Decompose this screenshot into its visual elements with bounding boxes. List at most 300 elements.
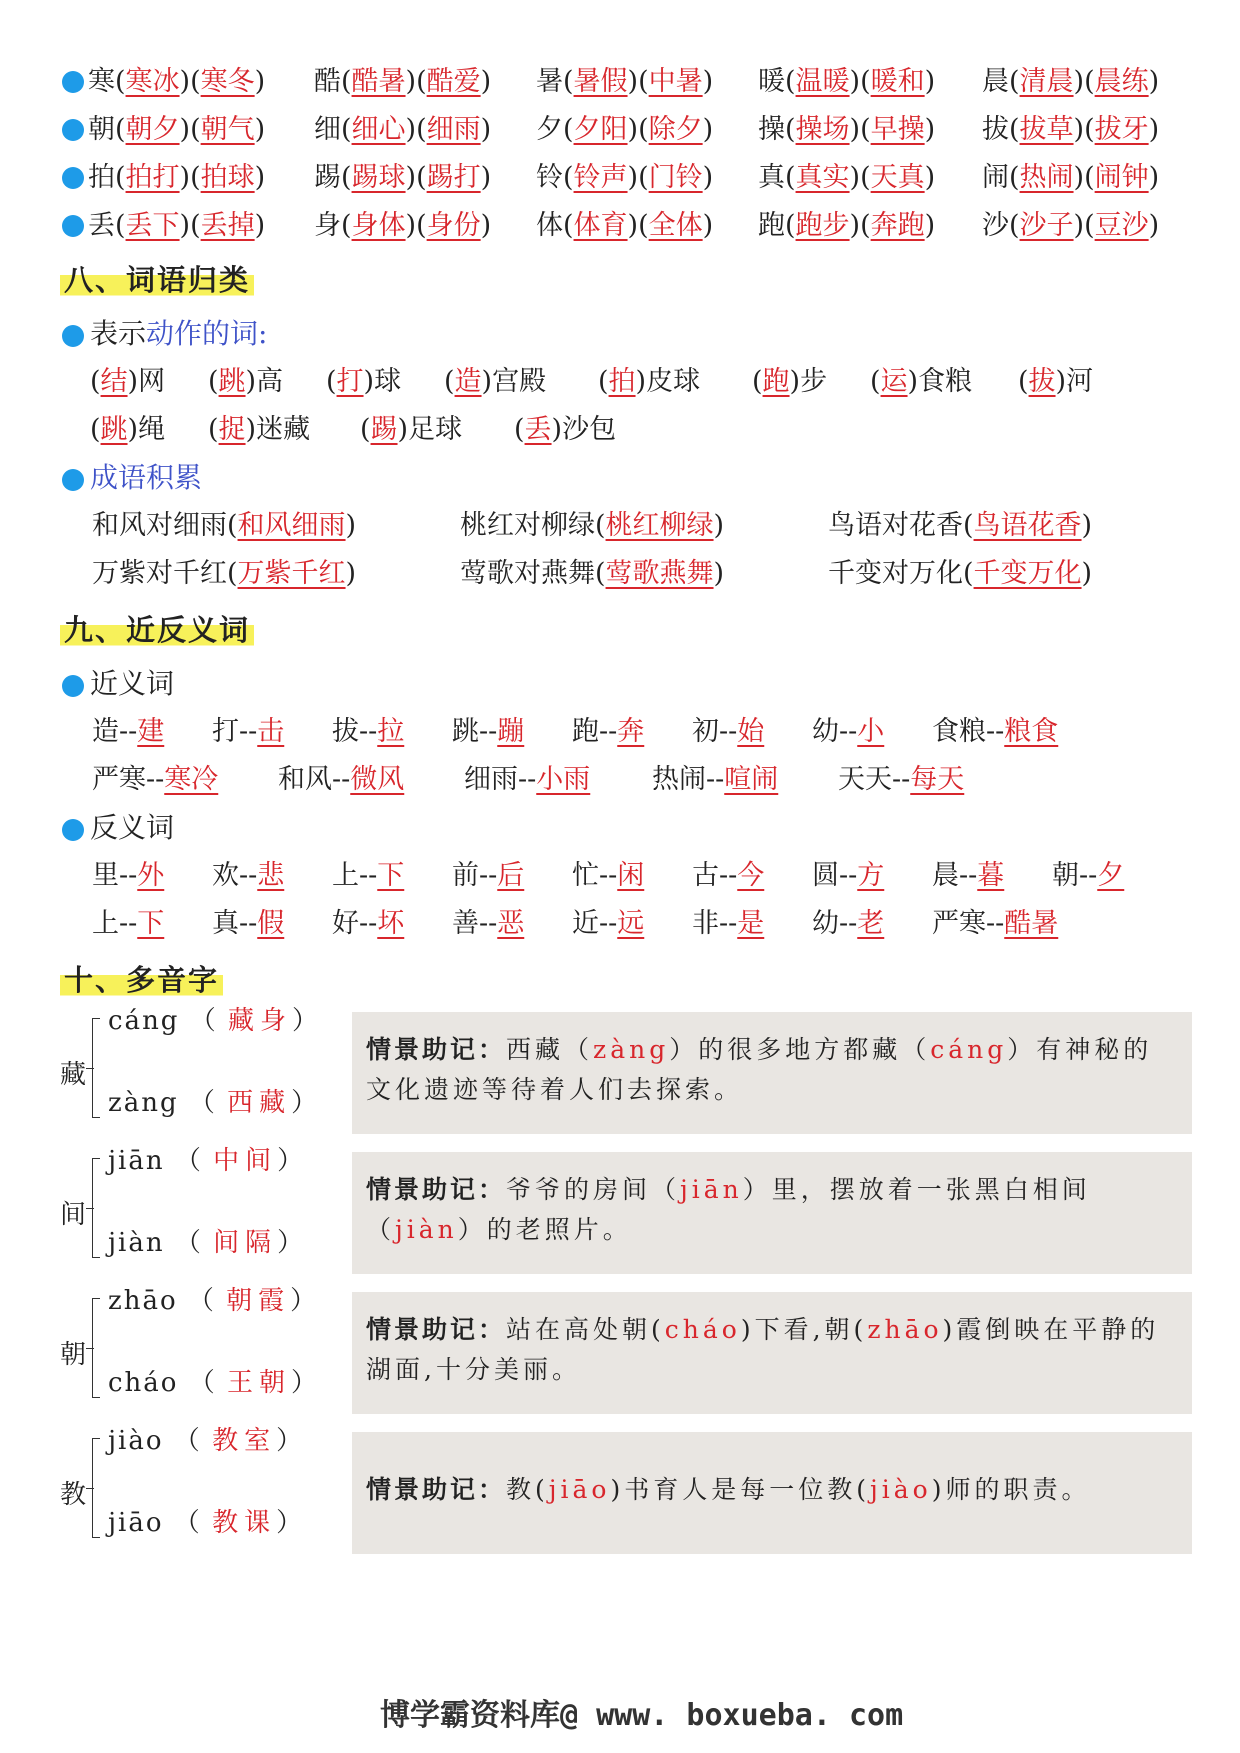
tip-text: 教( [506, 1475, 549, 1504]
action-word: (跳)高 [208, 366, 284, 397]
action-object: 皮球 [646, 366, 701, 397]
synonym-pair: 和风--微风 [278, 764, 405, 795]
memory-tip-box [352, 1012, 1192, 1134]
action-verb: 造 [454, 366, 482, 397]
synonym-pair: 热闹--喧闹 [652, 764, 779, 795]
action-word: (捉)迷藏 [208, 414, 311, 445]
idiom-answer: 和风细雨 [237, 510, 346, 541]
antonym-pair-word: 欢 [212, 860, 239, 891]
word-answer: 沙子 [1019, 210, 1074, 241]
word-row [62, 60, 1182, 104]
pinyin: cháo [108, 1368, 179, 1398]
idiom-prompt: 莺歌对燕舞 [460, 558, 595, 589]
reading-2: jiàn （ 间隔） [108, 1228, 306, 1258]
memory-tip-box [352, 1432, 1192, 1554]
antonym-pair-word: 前 [452, 860, 479, 891]
synonym-pair-word: 造 [92, 716, 119, 747]
synonym-pair-word: 初 [692, 716, 719, 747]
antonym-pair: 真--假 [212, 908, 285, 939]
reading-1: jiān （ 中间） [108, 1146, 306, 1176]
tip-pinyin: jiàn [395, 1215, 458, 1244]
antonym-pair-word: 上 [92, 908, 119, 939]
antonym-pair-word: 好 [332, 908, 359, 939]
synonym-pair-word: 跳 [452, 716, 479, 747]
section-9-heading [60, 608, 254, 649]
word-answer: 拔牙 [1094, 114, 1149, 145]
synonym-pair: 跳--蹦 [452, 716, 525, 747]
synonym-pair-word: 食粮 [932, 716, 986, 747]
pinyin: jiān [108, 1146, 165, 1176]
synonym-pair-answer: 小 [857, 716, 885, 747]
bullet-dot-icon [62, 675, 84, 697]
synonym-pair-answer: 奔 [617, 716, 645, 747]
idiom-prompt: 桃红对柳绿 [460, 510, 595, 541]
base-char: 夕 [536, 114, 563, 145]
antonym-pair-word: 善 [452, 908, 479, 939]
word-group: 寒(寒冰)(寒冬) [88, 66, 266, 97]
antonym-pair-answer: 悲 [257, 860, 285, 891]
word-answer: 酷爱 [426, 66, 481, 97]
word-answer: 踢打 [426, 162, 481, 193]
memory-tip-label: 情景助记： [366, 1475, 507, 1504]
memory-tip-label: 情景助记： [366, 1315, 507, 1344]
section-9-title: 九、近反义词 [60, 613, 254, 647]
base-char: 真 [758, 162, 785, 193]
antonym-pair: 严寒--酷暑 [932, 908, 1059, 939]
synonym-pair-answer: 寒冷 [164, 764, 219, 795]
action-object: 绳 [138, 414, 166, 445]
action-object: 食粮 [918, 366, 973, 397]
word-group: 细(细心)(细雨) [314, 114, 492, 145]
antonym-pair-answer: 方 [857, 860, 885, 891]
action-object: 足球 [408, 414, 463, 445]
action-object: 球 [374, 366, 402, 397]
antonym-pair-word: 真 [212, 908, 239, 939]
action-verb: 结 [100, 366, 128, 397]
pinyin: jiāo [108, 1508, 164, 1538]
synonym-pair-answer: 始 [737, 716, 765, 747]
word-group: 酷(酷暑)(酷爱) [314, 66, 492, 97]
base-char: 暑 [536, 66, 563, 97]
antonym-pair-word: 幼 [812, 908, 839, 939]
memory-tip-label: 情景助记： [366, 1175, 507, 1204]
synonym-pair-word: 拔 [332, 716, 359, 747]
polyphone-base-char: 藏 [60, 1060, 87, 1090]
antonym-pair-answer: 闲 [617, 860, 645, 891]
brace-tick [86, 1488, 94, 1489]
word-group: 暖(温暖)(暖和) [758, 66, 936, 97]
word-answer: 早操 [870, 114, 925, 145]
antonym-pair-word: 非 [692, 908, 719, 939]
polyphone-base-char: 教 [60, 1480, 87, 1510]
tip-text: 站在高处朝( [506, 1315, 665, 1344]
word-group: 踢(踢球)(踢打) [314, 162, 492, 193]
antonym-pair-answer: 是 [737, 908, 765, 939]
action-word: (拍)皮球 [598, 366, 701, 397]
pinyin: cáng [108, 1006, 180, 1036]
antonym-pair: 前--后 [452, 860, 525, 891]
antonym-pair-answer: 下 [137, 908, 165, 939]
synonym-pair-word: 天天 [838, 764, 892, 795]
synonym-pair-answer: 粮食 [1004, 716, 1059, 747]
tip-text: 西藏（ [506, 1035, 594, 1064]
base-char: 拔 [982, 114, 1009, 145]
word-answer: 操场 [795, 114, 850, 145]
word-row [62, 204, 1182, 248]
reading-word: 中间 [213, 1146, 278, 1176]
polyphone-char [56, 1286, 320, 1416]
reading-word: 王朝 [227, 1368, 292, 1398]
synonym-pair: 初--始 [692, 716, 765, 747]
antonym-pair: 朝--夕 [1052, 860, 1125, 891]
synonym-pair: 跑--奔 [572, 716, 645, 747]
pinyin: zàng [108, 1088, 179, 1118]
pinyin: jiàn [108, 1228, 165, 1258]
antonym-pair: 古--今 [692, 860, 765, 891]
tip-text: ）的老照片。 [457, 1215, 632, 1244]
reading-word: 间隔 [213, 1228, 278, 1258]
antonym-pair-word: 晨 [932, 860, 959, 891]
polyphone-base-char: 间 [60, 1200, 87, 1230]
word-group: 丢(丢下)(丢掉) [88, 210, 266, 241]
idiom-answer: 鸟语花香 [973, 510, 1082, 541]
word-group: 跑(跑步)(奔跑) [758, 210, 936, 241]
action-word: (跳)绳 [90, 414, 166, 445]
word-group: 夕(夕阳)(除夕) [536, 114, 714, 145]
tip-pinyin: cáng [930, 1035, 1008, 1064]
word-answer: 细雨 [426, 114, 481, 145]
synonym-pair: 食粮--粮食 [932, 716, 1059, 747]
antonym-pair: 上--下 [332, 860, 405, 891]
antonym-pair: 上--下 [92, 908, 165, 939]
synonym-pair: 天天--每天 [838, 764, 965, 795]
base-char: 体 [536, 210, 563, 241]
word-group: 拍(拍打)(拍球) [88, 162, 266, 193]
action-verb: 运 [880, 366, 908, 397]
synonym-pair-answer: 喧闹 [724, 764, 779, 795]
antonym-pair-word: 上 [332, 860, 359, 891]
idiom-answer: 千变万化 [973, 558, 1082, 589]
base-char: 晨 [982, 66, 1009, 97]
base-char: 朝 [88, 114, 115, 145]
brace-tick [86, 1348, 94, 1349]
antonym-pair-word: 圆 [812, 860, 839, 891]
word-answer: 身体 [351, 210, 406, 241]
word-group: 体(体育)(全体) [536, 210, 714, 241]
synonym-pair-word: 热闹 [652, 764, 706, 795]
polyphone-char [56, 1426, 306, 1556]
word-answer: 全体 [648, 210, 703, 241]
bullet-dot-icon [62, 325, 84, 347]
word-answer: 天真 [870, 162, 925, 193]
tip-text: )霞倒映在平静的湖面,十分美丽。 [366, 1315, 1160, 1384]
tip-text: ）的很多地方都藏（ [669, 1035, 931, 1064]
word-group: 操(操场)(早操) [758, 114, 936, 145]
action-object: 河 [1066, 366, 1094, 397]
word-answer: 细心 [351, 114, 406, 145]
tip-pinyin: jiāo [548, 1475, 611, 1504]
antonym-pair-answer: 今 [737, 860, 765, 891]
base-char: 细 [314, 114, 341, 145]
word-answer: 夕阳 [573, 114, 628, 145]
bullet-dot-icon [62, 71, 84, 93]
action-word: (跑)步 [752, 366, 828, 397]
tip-pinyin: zhāo [867, 1315, 943, 1344]
antonym-pair-answer: 后 [497, 860, 525, 891]
reading-2: cháo （ 王朝） [108, 1368, 320, 1398]
synonym-pair-word: 细雨 [464, 764, 518, 795]
word-group: 身(身体)(身份) [314, 210, 492, 241]
pinyin: jiào [108, 1426, 164, 1456]
reading-1: jiào （ 教室） [108, 1426, 305, 1456]
synonym-pair: 拔--拉 [332, 716, 405, 747]
synonym-label: 近义词 [62, 662, 174, 706]
action-object: 高 [256, 366, 284, 397]
word-answer: 拍球 [200, 162, 255, 193]
antonym-label: 反义词 [62, 806, 174, 850]
tip-pinyin: jiào [870, 1475, 932, 1504]
antonym-pair-answer: 下 [377, 860, 405, 891]
base-char: 暖 [758, 66, 785, 97]
idiom-prompt: 千变对万化 [828, 558, 963, 589]
antonym-pair: 圆--方 [812, 860, 885, 891]
word-group: 拔(拔草)(拔牙) [982, 114, 1160, 145]
word-group: 闹(热闹)(闹钟) [982, 162, 1160, 193]
synonym-pair: 幼--小 [812, 716, 885, 747]
section-10-heading [60, 958, 223, 999]
polyphone-char [56, 1146, 306, 1276]
antonym-pair-word: 古 [692, 860, 719, 891]
antonym-pair: 好--坏 [332, 908, 405, 939]
polyphone-base-char: 朝 [60, 1340, 87, 1370]
antonym-pair-word: 近 [572, 908, 599, 939]
memory-tip-box [352, 1152, 1192, 1274]
base-char: 铃 [536, 162, 563, 193]
idiom-prompt: 万紫对千红 [92, 558, 227, 589]
base-char: 丢 [88, 210, 115, 241]
synonym-pair-word: 跑 [572, 716, 599, 747]
word-answer: 踢球 [351, 162, 406, 193]
word-answer: 中暑 [648, 66, 703, 97]
reading-word: 教室 [212, 1426, 277, 1456]
reading-word: 西藏 [227, 1088, 292, 1118]
action-word: (运)食粮 [870, 366, 973, 397]
section-8-title: 八、词语归类 [60, 263, 254, 297]
word-group: 暑(暑假)(中暑) [536, 66, 714, 97]
antonym-pair: 忙--闲 [572, 860, 645, 891]
word-answer: 寒冬 [200, 66, 255, 97]
word-answer: 体育 [573, 210, 628, 241]
action-verb: 踢 [370, 414, 398, 445]
synonym-pair-answer: 微风 [350, 764, 405, 795]
action-verb: 捉 [218, 414, 246, 445]
antonym-pair-answer: 夕 [1097, 860, 1125, 891]
idiom-prompt: 鸟语对花香 [828, 510, 963, 541]
antonym-pair: 善--恶 [452, 908, 525, 939]
synonym-pair-answer: 击 [257, 716, 285, 747]
action-word: (结)网 [90, 366, 166, 397]
idiom-label: 成语积累 [62, 456, 202, 500]
antonym-pair: 非--是 [692, 908, 765, 939]
action-word: (打)球 [326, 366, 402, 397]
reading-1: zhāo （ 朝霞） [108, 1286, 319, 1316]
base-char: 身 [314, 210, 341, 241]
synonym-pair-answer: 蹦 [497, 716, 525, 747]
synonym-pair-answer: 每天 [910, 764, 965, 795]
word-group: 晨(清晨)(晨练) [982, 66, 1160, 97]
synonym-pair: 打--击 [212, 716, 285, 747]
antonym-pair-answer: 假 [257, 908, 285, 939]
footer-watermark: 博学霸资料库@ www. boxueba. com [380, 1698, 904, 1733]
base-char: 酷 [314, 66, 341, 97]
base-char: 沙 [982, 210, 1009, 241]
action-words-label: 表示动作的词: [62, 312, 267, 356]
word-answer: 除夕 [648, 114, 703, 145]
section-8-heading [60, 258, 254, 299]
word-group: 铃(铃声)(门铃) [536, 162, 714, 193]
action-verb: 跑 [762, 366, 790, 397]
word-answer: 朝气 [200, 114, 255, 145]
word-group: 朝(朝夕)(朝气) [88, 114, 266, 145]
word-answer: 清晨 [1019, 66, 1074, 97]
antonym-pair-answer: 坏 [377, 908, 405, 939]
tip-pinyin: jiān [680, 1175, 743, 1204]
base-char: 拍 [88, 162, 115, 193]
idiom-pair: 千变对万化(千变万化) [828, 558, 1093, 589]
bullet-dot-icon [62, 469, 84, 491]
word-answer: 温暖 [795, 66, 850, 97]
word-answer: 真实 [795, 162, 850, 193]
memory-tip-box [352, 1292, 1192, 1414]
word-answer: 暖和 [870, 66, 925, 97]
brace-tick [86, 1208, 94, 1209]
action-object: 沙包 [562, 414, 617, 445]
bullet-dot-icon [62, 819, 84, 841]
word-answer: 朝夕 [125, 114, 180, 145]
antonym-pair-answer: 暮 [977, 860, 1005, 891]
antonym-pair: 晨--暮 [932, 860, 1005, 891]
reading-word: 教课 [212, 1508, 277, 1538]
antonym-pair-answer: 酷暑 [1004, 908, 1059, 939]
base-char: 寒 [88, 66, 115, 97]
word-answer: 铃声 [573, 162, 628, 193]
base-char: 跑 [758, 210, 785, 241]
idiom-answer: 莺歌燕舞 [605, 558, 714, 589]
idiom-pair: 莺歌对燕舞(莺歌燕舞) [460, 558, 725, 589]
synonym-pair-answer: 拉 [377, 716, 405, 747]
action-word: (造)宫殿 [444, 366, 547, 397]
word-answer: 奔跑 [870, 210, 925, 241]
synonym-pair: 细雨--小雨 [464, 764, 591, 795]
idiom-prompt: 和风对细雨 [92, 510, 227, 541]
reading-2: jiāo （ 教课） [108, 1508, 305, 1538]
bullet-dot-icon [62, 119, 84, 141]
tip-pinyin: zàng [593, 1035, 670, 1064]
synonym-pair-answer: 建 [137, 716, 165, 747]
antonym-pair-word: 严寒 [932, 908, 986, 939]
bullet-dot-icon [62, 215, 84, 237]
antonym-pair-word: 忙 [572, 860, 599, 891]
action-object: 宫殿 [492, 366, 547, 397]
antonym-pair: 近--远 [572, 908, 645, 939]
word-answer: 丢掉 [200, 210, 255, 241]
pinyin: zhāo [108, 1286, 178, 1316]
antonym-pair-word: 朝 [1052, 860, 1079, 891]
action-verb: 跳 [218, 366, 246, 397]
word-answer: 跑步 [795, 210, 850, 241]
antonym-pair-answer: 外 [137, 860, 165, 891]
action-word: (踢)足球 [360, 414, 463, 445]
word-answer: 酷暑 [351, 66, 406, 97]
action-object: 网 [138, 366, 166, 397]
antonym-pair: 幼--老 [812, 908, 885, 939]
action-word: (丢)沙包 [514, 414, 617, 445]
action-word: (拔)河 [1018, 366, 1094, 397]
antonym-pair-answer: 老 [857, 908, 885, 939]
synonym-pair-answer: 小雨 [536, 764, 591, 795]
idiom-pair: 鸟语对花香(鸟语花香) [828, 510, 1093, 541]
word-answer: 豆沙 [1094, 210, 1149, 241]
polyphone-char [56, 1006, 321, 1136]
synonym-pair-word: 幼 [812, 716, 839, 747]
word-row [62, 108, 1182, 152]
word-row [62, 156, 1182, 200]
antonym-pair-answer: 恶 [497, 908, 525, 939]
antonym-pair-answer: 远 [617, 908, 645, 939]
tip-pinyin: cháo [664, 1315, 741, 1344]
idiom-answer: 万紫千红 [237, 558, 346, 589]
action-verb: 丢 [524, 414, 552, 445]
word-answer: 闹钟 [1094, 162, 1149, 193]
word-answer: 丢下 [125, 210, 180, 241]
bullet-dot-icon [62, 167, 84, 189]
reading-word: 藏身 [227, 1006, 292, 1036]
word-group: 沙(沙子)(豆沙) [982, 210, 1160, 241]
tip-text: )书育人是每一位教( [610, 1475, 870, 1504]
reading-word: 朝霞 [226, 1286, 291, 1316]
action-object: 步 [800, 366, 828, 397]
idiom-pair: 桃红对柳绿(桃红柳绿) [460, 510, 725, 541]
action-verb: 拍 [608, 366, 636, 397]
antonym-pair-word: 里 [92, 860, 119, 891]
synonym-pair: 造--建 [92, 716, 165, 747]
action-verb: 跳 [100, 414, 128, 445]
antonym-pair: 欢--悲 [212, 860, 285, 891]
synonym-pair-word: 和风 [278, 764, 332, 795]
tip-text: ）有神秘的文化遗迹等待着人们去探索。 [366, 1035, 1153, 1104]
base-char: 闹 [982, 162, 1009, 193]
synonym-pair-word: 严寒 [92, 764, 146, 795]
memory-tip-label: 情景助记： [366, 1035, 507, 1064]
synonym-pair: 严寒--寒冷 [92, 764, 219, 795]
word-answer: 身份 [426, 210, 481, 241]
word-answer: 晨练 [1094, 66, 1149, 97]
idiom-pair: 和风对细雨(和风细雨) [92, 510, 357, 541]
tip-text: )师的职责。 [931, 1475, 1091, 1504]
action-object: 迷藏 [256, 414, 311, 445]
word-answer: 热闹 [1019, 162, 1074, 193]
word-group: 真(真实)(天真) [758, 162, 936, 193]
tip-text: 爷爷的房间（ [506, 1175, 681, 1204]
section-10-title: 十、多音字 [60, 963, 223, 997]
brace-tick [86, 1068, 94, 1069]
idiom-answer: 桃红柳绿 [605, 510, 714, 541]
word-answer: 拔草 [1019, 114, 1074, 145]
word-answer: 门铃 [648, 162, 703, 193]
word-answer: 寒冰 [125, 66, 180, 97]
synonym-pair-word: 打 [212, 716, 239, 747]
tip-text: ）里，摆放着一张黑白相间（ [366, 1175, 1091, 1244]
